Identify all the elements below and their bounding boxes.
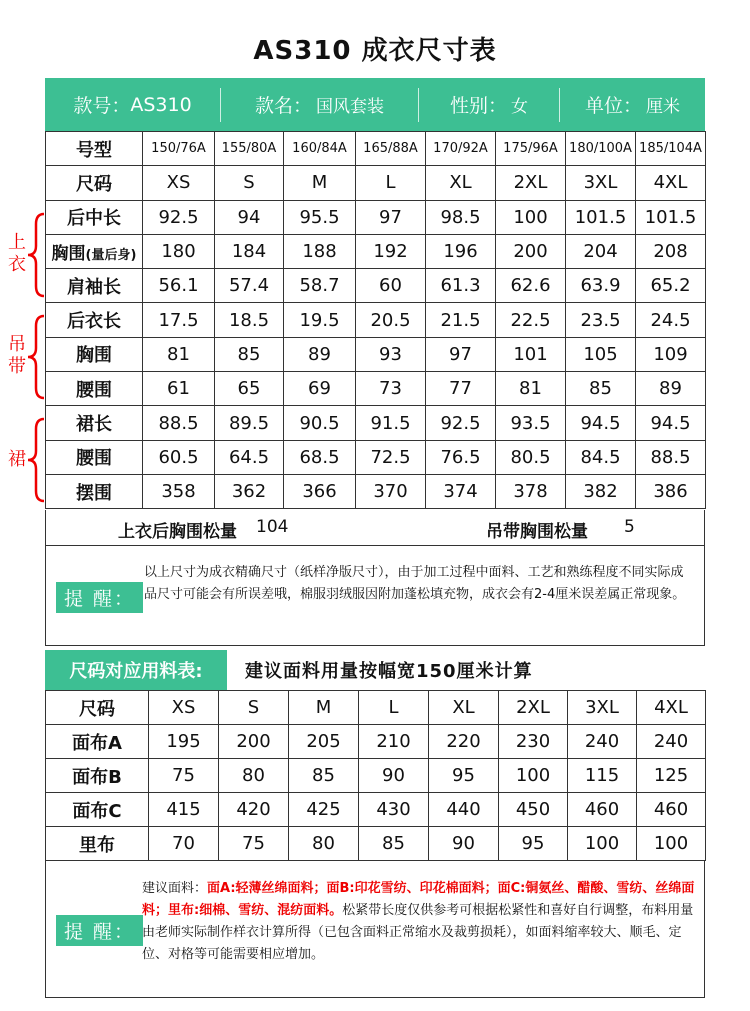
table-cell: 2XL xyxy=(496,166,566,200)
table-cell: 101.5 xyxy=(566,200,636,234)
table-cell: 160/84A xyxy=(284,132,356,166)
table-cell: 65.2 xyxy=(636,269,706,303)
table-cell: 85 xyxy=(566,372,636,406)
row-label xyxy=(46,337,143,371)
table-cell: 195 xyxy=(149,725,219,759)
unit xyxy=(560,78,705,131)
table-cell: 20.5 xyxy=(356,303,426,337)
table-cell: 101.5 xyxy=(636,200,706,234)
table-cell: 205 xyxy=(289,725,359,759)
row-label xyxy=(46,372,143,406)
table-cell: 61 xyxy=(143,372,215,406)
table-cell: 92.5 xyxy=(143,200,215,234)
table-cell: 89 xyxy=(284,337,356,371)
table-cell: 98.5 xyxy=(426,200,496,234)
row-label-text: 胸围 xyxy=(51,244,86,265)
table-cell: 81 xyxy=(496,372,566,406)
bracket-camisole xyxy=(6,312,46,402)
table-cell: 76.5 xyxy=(426,440,496,474)
table-cell: 97 xyxy=(356,200,426,234)
table-cell: 93 xyxy=(356,337,426,371)
table-cell: 100 xyxy=(568,827,637,861)
table-cell: 366 xyxy=(284,474,356,508)
table-cell: 95.5 xyxy=(284,200,356,234)
table-cell: 75 xyxy=(149,759,219,793)
table-row xyxy=(46,725,706,759)
table-cell: 56.1 xyxy=(143,269,215,303)
fabric-section-header xyxy=(45,650,705,690)
table-row xyxy=(46,759,706,793)
unit-label: 单位： xyxy=(584,95,642,117)
row-label xyxy=(46,406,143,440)
row-label-text: 号型 xyxy=(76,139,112,161)
row-label-text: 胸围 xyxy=(76,345,112,367)
table-cell: 80.5 xyxy=(496,440,566,474)
row-label: 里布 xyxy=(46,827,149,861)
table-cell: 18.5 xyxy=(215,303,284,337)
table-row xyxy=(46,406,706,440)
page-title: AS310 成衣尺寸表 xyxy=(253,36,497,66)
table-cell: 23.5 xyxy=(566,303,636,337)
table-cell: 460 xyxy=(568,793,637,827)
table-cell: 69 xyxy=(284,372,356,406)
table-cell: 185/104A xyxy=(636,132,706,166)
table-cell: 230 xyxy=(499,725,568,759)
table-cell: 386 xyxy=(636,474,706,508)
table-cell: 4XL xyxy=(637,691,706,725)
gender-label: 性别： xyxy=(449,95,507,117)
table-row xyxy=(46,793,706,827)
table-cell: 88.5 xyxy=(143,406,215,440)
table-cell: 68.5 xyxy=(284,440,356,474)
table-cell: L xyxy=(356,166,426,200)
table-cell: 374 xyxy=(426,474,496,508)
table-cell: 60.5 xyxy=(143,440,215,474)
table-cell: 125 xyxy=(637,759,706,793)
table-cell: 85 xyxy=(289,759,359,793)
table-cell: 84.5 xyxy=(566,440,636,474)
row-label xyxy=(46,200,143,234)
row-label: 面布A xyxy=(46,725,149,759)
table-cell: 93.5 xyxy=(496,406,566,440)
style-name-label: 款名： xyxy=(254,95,312,117)
table-cell: 90 xyxy=(359,759,429,793)
table-cell: 430 xyxy=(359,793,429,827)
table-cell: 77 xyxy=(426,372,496,406)
table-cell: 105 xyxy=(566,337,636,371)
fabric-note-prefix: 建议面料： xyxy=(142,881,208,896)
table-row xyxy=(46,474,706,508)
table-cell: 382 xyxy=(566,474,636,508)
table-cell: S xyxy=(215,166,284,200)
table-cell: 2XL xyxy=(499,691,568,725)
size-note-text: 以上尺寸为成衣精确尺寸（纸样净版尺寸），由于加工过程中面料、工艺和熟练程度不同实际成品尺寸可能会有所误差哦，棉服羽绒服因附加蓬松填充物，成衣会有2-4厘米误差属正常现象。 xyxy=(144,565,686,602)
row-label-text: 裙长 xyxy=(76,414,112,436)
row-label-text: 腰围 xyxy=(76,379,112,401)
group-label-top: 上衣 xyxy=(8,232,26,275)
table-cell: 240 xyxy=(637,725,706,759)
table-cell: 94.5 xyxy=(636,406,706,440)
fabric-note-recommend: 面A:轻薄丝绵面料；面B:印花雪纺、印花棉面料；面C:铜氨丝、醋酸、雪纺、丝绵面料；里布:细棉、雪纺、混纺面料。 xyxy=(142,881,695,918)
row-label xyxy=(46,269,143,303)
remind-badge: 提 醒： xyxy=(56,582,143,613)
group-label-camisole: 吊带 xyxy=(8,334,26,377)
table-cell: 89.5 xyxy=(215,406,284,440)
table-row xyxy=(46,132,706,166)
table-cell: XL xyxy=(429,691,499,725)
table-cell: 58.7 xyxy=(284,269,356,303)
table-cell: 94 xyxy=(215,200,284,234)
table-cell: 240 xyxy=(568,725,637,759)
size-table xyxy=(45,131,706,509)
style-name xyxy=(221,78,418,131)
table-cell: 89 xyxy=(636,372,706,406)
table-cell: 17.5 xyxy=(143,303,215,337)
table-cell: 155/80A xyxy=(215,132,284,166)
table-row xyxy=(46,691,706,725)
style-name-value: 国风套装 xyxy=(316,97,384,117)
top-looseness-value: 104 xyxy=(256,517,289,537)
table-cell: 100 xyxy=(637,827,706,861)
table-cell: 73 xyxy=(356,372,426,406)
row-label: 面布C xyxy=(46,793,149,827)
table-cell: 101 xyxy=(496,337,566,371)
table-cell: 425 xyxy=(289,793,359,827)
table-cell: 109 xyxy=(636,337,706,371)
table-cell: 150/76A xyxy=(143,132,215,166)
table-cell: 85 xyxy=(359,827,429,861)
table-row xyxy=(46,303,706,337)
table-cell: 165/88A xyxy=(356,132,426,166)
table-cell: 370 xyxy=(356,474,426,508)
table-cell: 378 xyxy=(496,474,566,508)
table-cell: 175/96A xyxy=(496,132,566,166)
fabric-table xyxy=(45,690,706,861)
table-cell: 61.3 xyxy=(426,269,496,303)
remind-badge: 提 醒： xyxy=(56,915,143,946)
table-cell: 208 xyxy=(636,234,706,268)
table-cell: 95 xyxy=(429,759,499,793)
table-row xyxy=(46,372,706,406)
cami-looseness-label: 吊带胸围松量 xyxy=(486,522,588,542)
table-cell: 3XL xyxy=(566,166,636,200)
table-cell: 180 xyxy=(143,234,215,268)
bracket-top xyxy=(6,210,46,300)
table-cell: 80 xyxy=(219,759,289,793)
row-label-text: 后中长 xyxy=(67,208,121,230)
row-label xyxy=(46,440,143,474)
table-cell: XL xyxy=(426,166,496,200)
table-cell: 362 xyxy=(215,474,284,508)
fabric-width-tip: 建议面料用量按幅宽150厘米计算 xyxy=(245,661,533,682)
table-row xyxy=(46,166,706,200)
table-cell: 420 xyxy=(219,793,289,827)
table-cell: 440 xyxy=(429,793,499,827)
table-cell: 4XL xyxy=(636,166,706,200)
bracket-skirt xyxy=(6,415,46,505)
table-cell: 64.5 xyxy=(215,440,284,474)
table-cell: 90.5 xyxy=(284,406,356,440)
gender xyxy=(419,78,559,131)
row-label-text: 肩袖长 xyxy=(67,276,121,298)
table-cell: 24.5 xyxy=(636,303,706,337)
table-cell: M xyxy=(289,691,359,725)
table-cell: 19.5 xyxy=(284,303,356,337)
table-cell: 196 xyxy=(426,234,496,268)
row-label-text: 后衣长 xyxy=(67,311,121,333)
looseness-row xyxy=(45,510,705,546)
row-label-text: 腰围 xyxy=(76,448,112,470)
table-cell: 180/100A xyxy=(566,132,636,166)
style-no-label: 款号： xyxy=(73,95,131,117)
table-cell: 65 xyxy=(215,372,284,406)
table-cell: 21.5 xyxy=(426,303,496,337)
table-cell: 192 xyxy=(356,234,426,268)
table-cell: 81 xyxy=(143,337,215,371)
fabric-note xyxy=(45,860,705,998)
table-cell: 72.5 xyxy=(356,440,426,474)
table-cell: 22.5 xyxy=(496,303,566,337)
group-label-skirt: 裙 xyxy=(8,449,26,470)
row-label-note: (量后身) xyxy=(85,248,137,264)
header-bar xyxy=(45,78,705,131)
table-cell: 80 xyxy=(289,827,359,861)
table-cell: 170/92A xyxy=(426,132,496,166)
table-cell: 92.5 xyxy=(426,406,496,440)
fabric-section-tab: 尺码对应用料表: xyxy=(45,650,227,690)
table-row xyxy=(46,337,706,371)
table-cell: 70 xyxy=(149,827,219,861)
cami-looseness-value: 5 xyxy=(624,517,635,537)
table-cell: 115 xyxy=(568,759,637,793)
row-label xyxy=(46,474,143,508)
row-label xyxy=(46,303,143,337)
table-cell: 188 xyxy=(284,234,356,268)
table-cell: 100 xyxy=(499,759,568,793)
style-no xyxy=(45,78,220,131)
table-row xyxy=(46,200,706,234)
table-cell: 204 xyxy=(566,234,636,268)
table-cell: 94.5 xyxy=(566,406,636,440)
table-cell: XS xyxy=(143,166,215,200)
fabric-note-text xyxy=(142,878,698,966)
table-cell: 90 xyxy=(429,827,499,861)
table-cell: 60 xyxy=(356,269,426,303)
row-label: 尺码 xyxy=(46,691,149,725)
table-cell: 358 xyxy=(143,474,215,508)
table-cell: 460 xyxy=(637,793,706,827)
row-label xyxy=(46,132,143,166)
table-cell: 57.4 xyxy=(215,269,284,303)
table-cell: 63.9 xyxy=(566,269,636,303)
table-cell: 210 xyxy=(359,725,429,759)
fabric-note-rest: 松紧带长度仅供参考可根据松紧性和喜好自行调整，布料用量由老师实际制作样衣计算所得（已包含面料正常缩水及裁剪损耗），如面料缩率较大、顺毛、定位、对格等可能需要相应增加。 xyxy=(142,903,694,962)
table-cell: 200 xyxy=(496,234,566,268)
table-cell: 95 xyxy=(499,827,568,861)
table-cell: L xyxy=(359,691,429,725)
table-row xyxy=(46,234,706,268)
row-label xyxy=(46,234,143,268)
style-no-value: AS310 xyxy=(130,93,192,116)
row-label-text: 摆围 xyxy=(76,482,112,504)
table-cell: 75 xyxy=(219,827,289,861)
row-label: 面布B xyxy=(46,759,149,793)
table-cell: 3XL xyxy=(568,691,637,725)
table-cell: 91.5 xyxy=(356,406,426,440)
table-cell: 100 xyxy=(496,200,566,234)
table-cell: 450 xyxy=(499,793,568,827)
table-cell: 97 xyxy=(426,337,496,371)
table-cell: M xyxy=(284,166,356,200)
table-cell: 184 xyxy=(215,234,284,268)
row-label xyxy=(46,166,143,200)
table-cell: 220 xyxy=(429,725,499,759)
table-cell: 200 xyxy=(219,725,289,759)
table-cell: S xyxy=(219,691,289,725)
size-note xyxy=(45,546,705,646)
table-row xyxy=(46,269,706,303)
table-cell: XS xyxy=(149,691,219,725)
table-row xyxy=(46,440,706,474)
top-looseness-label: 上衣后胸围松量 xyxy=(118,522,237,542)
table-cell: 85 xyxy=(215,337,284,371)
gender-value: 女 xyxy=(511,97,528,117)
table-cell: 88.5 xyxy=(636,440,706,474)
unit-value: 厘米 xyxy=(646,97,680,117)
row-label-text: 尺码 xyxy=(76,173,112,195)
table-cell: 62.6 xyxy=(496,269,566,303)
table-cell: 415 xyxy=(149,793,219,827)
table-row xyxy=(46,827,706,861)
